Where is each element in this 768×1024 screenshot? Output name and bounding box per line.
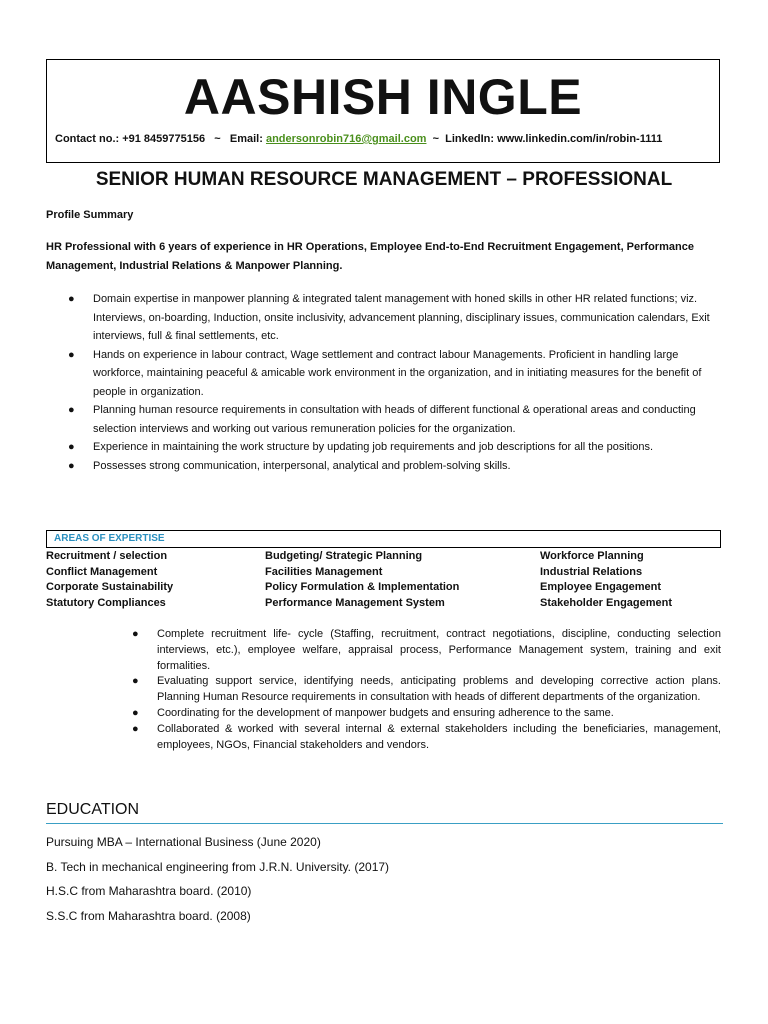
list-item: ● Planning human resource requirements in consultation with heads of different functional & operational areas and conducting selection interviews and working out various remuneration policies for the organization.: [46, 401, 726, 438]
skill-item: Budgeting/ Strategic Planning: [265, 550, 423, 562]
education-list: [46, 830, 389, 928]
list-item: ● Hands on experience in labour contract, Wage settlement and contract labour Managements. Proficient in handling large workforce, maintaining peaceful & amicable work environment in the organization, and in initiating measures for the benefit of people in organization.: [46, 346, 726, 402]
bullet-icon: ●: [132, 675, 139, 688]
linkedin: LinkedIn: www.linkedin.com/in/robin-1111: [445, 133, 663, 145]
list-item: ● Domain expertise in manpower planning & integrated talent management with honed skills in other HR related functions; viz. Interviews, on-boarding, Induction, onsite inclusivity, advancement planning, disciplinary issues, communication calendars, Exit interviews, full & final settlements, etc.: [46, 290, 726, 346]
skill-item: Recruitment / selection: [46, 550, 168, 562]
profile-summary-text: HR Professional with 6 years of experience in HR Operations, Employee End-to-End Recruitment Engagement, Performance Management, Industrial Relations & Manpower Planning.: [46, 241, 694, 272]
table-row: [46, 580, 726, 596]
bullet-icon: ●: [68, 293, 75, 305]
list-item: Pursuing MBA – International Business (June 2020): [46, 835, 321, 849]
skill-item: Corporate Sustainability: [46, 581, 174, 593]
bullet-icon: ●: [132, 722, 139, 735]
expertise-bullets: [130, 627, 721, 753]
expertise-grid: [46, 549, 726, 611]
list-item: S.S.C from Maharashtra board. (2008): [46, 908, 251, 923]
skill-item: Statutory Compliances: [46, 596, 166, 609]
skill-item: Industrial Relations: [540, 565, 643, 578]
candidate-name: AASHISH INGLE: [183, 69, 583, 125]
education-divider: [46, 823, 723, 824]
skill-item: Employee Engagement: [540, 581, 662, 593]
bullet-icon: ●: [132, 706, 139, 719]
table-row: [46, 549, 726, 565]
skill-item: Policy Formulation & Implementation: [265, 581, 460, 593]
table-row: [46, 565, 726, 581]
bullet-icon: ●: [68, 404, 75, 416]
bullet-icon: ●: [132, 628, 139, 640]
list-item: ● Coordinating for the development of manpower budgets and ensuring adherence to the same.: [130, 706, 721, 722]
list-item: H.S.C from Maharashtra board. (2010): [46, 884, 252, 898]
education-heading: EDUCATION: [46, 801, 140, 818]
bullet-icon: ●: [68, 348, 75, 361]
professional-title: SENIOR HUMAN RESOURCE MANAGEMENT – PROFESSIONAL: [95, 169, 673, 190]
profile-bullets: [46, 290, 726, 475]
skill-item: Conflict Management: [46, 565, 158, 578]
skill-item: Workforce Planning: [540, 550, 644, 562]
separator: ~: [432, 133, 440, 145]
list-item: ● Collaborated & worked with several internal & external stakeholders including the beneficiaries, management, employees, NGOs, Financial stakeholders and vendors.: [132, 722, 721, 751]
areas-of-expertise-heading: AREAS OF EXPERTISE: [46, 530, 721, 548]
contact-phone: Contact no.: +91 8459775156: [55, 133, 206, 145]
header-box: [46, 59, 720, 163]
skill-item: Stakeholder Engagement: [540, 596, 673, 609]
list-item: ● Possesses strong communication, interpersonal, analytical and problem-solving skills.: [46, 457, 726, 476]
skill-item: Facilities Management: [265, 565, 383, 578]
skill-item: Performance Management System: [265, 596, 445, 609]
list-item: B. Tech in mechanical engineering from J.R.N. University. (2017): [46, 859, 390, 874]
list-item: ● Complete recruitment life- cycle (Staffing, recruitment, contract negotiations, discipline, conducting selection interviews, etc.), employee welfare, appraisal process, Performance Management system, training and exit formalities.: [132, 628, 721, 672]
list-item: ● Evaluating support service, identifying needs, anticipating problems and developing corrective action plans. Planning Human Resource requirements in consultation with heads of different departments of the organization.: [132, 675, 721, 704]
bullet-icon: ●: [68, 459, 75, 472]
bullet-icon: ●: [68, 441, 75, 453]
table-row: [46, 596, 726, 612]
separator: ~: [214, 133, 221, 145]
email-label: Email:: [229, 133, 263, 145]
email-link[interactable]: andersonrobin716@gmail.com: [265, 133, 427, 145]
profile-summary-label: Profile Summary: [46, 209, 134, 221]
list-item: ● Experience in maintaining the work structure by updating job requirements and job descriptions for all the positions.: [46, 438, 726, 457]
contact-line: [55, 132, 711, 146]
